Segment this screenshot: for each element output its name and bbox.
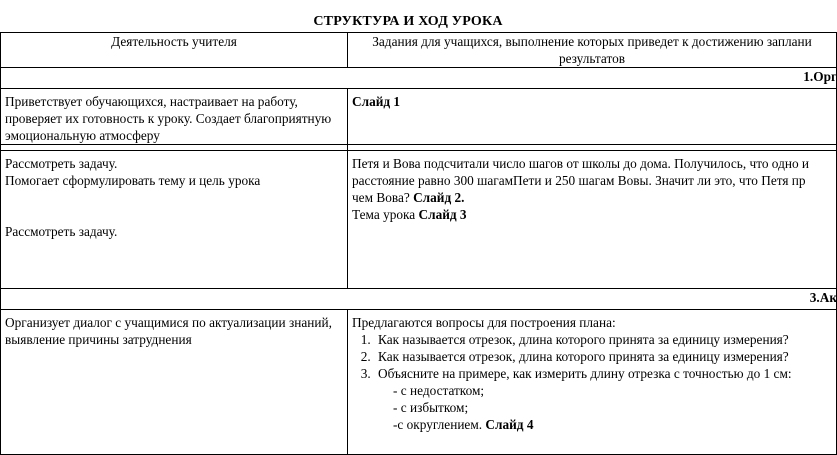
- teacher-text-line: Рассмотреть задачу.: [5, 224, 118, 239]
- section-row-3: [1, 289, 837, 310]
- header-student-tasks: [348, 33, 837, 68]
- task-text-line: Предлагаются вопросы для построения плана:: [352, 315, 616, 330]
- student-task-cell: [348, 151, 837, 289]
- lesson-structure-table: [0, 32, 837, 455]
- teacher-text-line: выявление причины затруднения: [5, 332, 192, 347]
- slide-reference: Слайд 2.: [413, 190, 465, 205]
- task-text-line: чем Вова? Слайд 2.: [352, 190, 465, 205]
- slide-reference: Слайд 3: [418, 207, 467, 222]
- lesson-structure-table-wrap: [0, 32, 836, 455]
- table-row: [1, 89, 837, 145]
- teacher-text-line: проверяет их готовность к уроку. Создает благоприятную: [5, 111, 332, 126]
- section-heading-1: 1.Орг: [1, 68, 837, 89]
- student-task-cell: [348, 89, 837, 145]
- header-student-tasks-line1: Задания для учащихся, выполнение которых приведет к достижению заплани: [372, 34, 812, 49]
- task-text-line: Петя и Вова подсчитали число шагов от школы до дома. Получилось, что одно и: [352, 156, 810, 171]
- header-teacher-activity: Деятельность учителя: [1, 33, 348, 68]
- section-row-1: [1, 68, 837, 89]
- header-student-tasks-line2: результатов: [558, 51, 626, 66]
- teacher-text-line: Рассмотреть задачу.: [5, 156, 118, 171]
- table-row: [1, 151, 837, 289]
- teacher-activity-cell: [1, 151, 348, 289]
- student-task-cell: [348, 310, 837, 455]
- teacher-activity-cell: [1, 310, 348, 455]
- slide-reference: Слайд 1: [352, 94, 401, 109]
- question-list: [352, 331, 832, 382]
- list-item: 1. Как называется отрезок, длина которого принята за единицу измерения?: [374, 331, 832, 348]
- teacher-text-line: Помогает сформулировать тему и цель урока: [5, 173, 261, 188]
- section-heading-3: 3.Ак: [1, 289, 837, 310]
- list-item: 3. Объясните на примере, как измерить длину отрезка с точностью до 1 см:: [374, 365, 832, 382]
- teacher-text-line: эмоциональную атмосферу: [5, 128, 160, 143]
- teacher-text-line: Организует диалог с учащимися по актуализации знаний,: [5, 315, 332, 330]
- page-title: СТРУКТУРА И ХОД УРОКА: [313, 14, 503, 29]
- task-text-line: расстояние равно 300 шагамПети и 250 шагам Вовы. Значит ли это, что Петя пр: [352, 173, 806, 188]
- table-row: [1, 310, 837, 455]
- teacher-activity-cell: [1, 89, 348, 145]
- sub-item: - с недостатком;: [393, 383, 485, 398]
- sub-item: -с округлением. Слайд 4: [393, 417, 534, 432]
- task-text-line: Тема урока Слайд 3: [352, 207, 467, 222]
- slide-reference: Слайд 4: [485, 417, 534, 432]
- sub-item: - с избытком;: [393, 400, 469, 415]
- table-header-row: [1, 33, 837, 68]
- list-item: 2. Как называется отрезок, длина которого принята за единицу измерения?: [374, 348, 832, 365]
- teacher-text-line: Приветствует обучающихся, настраивает на работу,: [5, 94, 298, 109]
